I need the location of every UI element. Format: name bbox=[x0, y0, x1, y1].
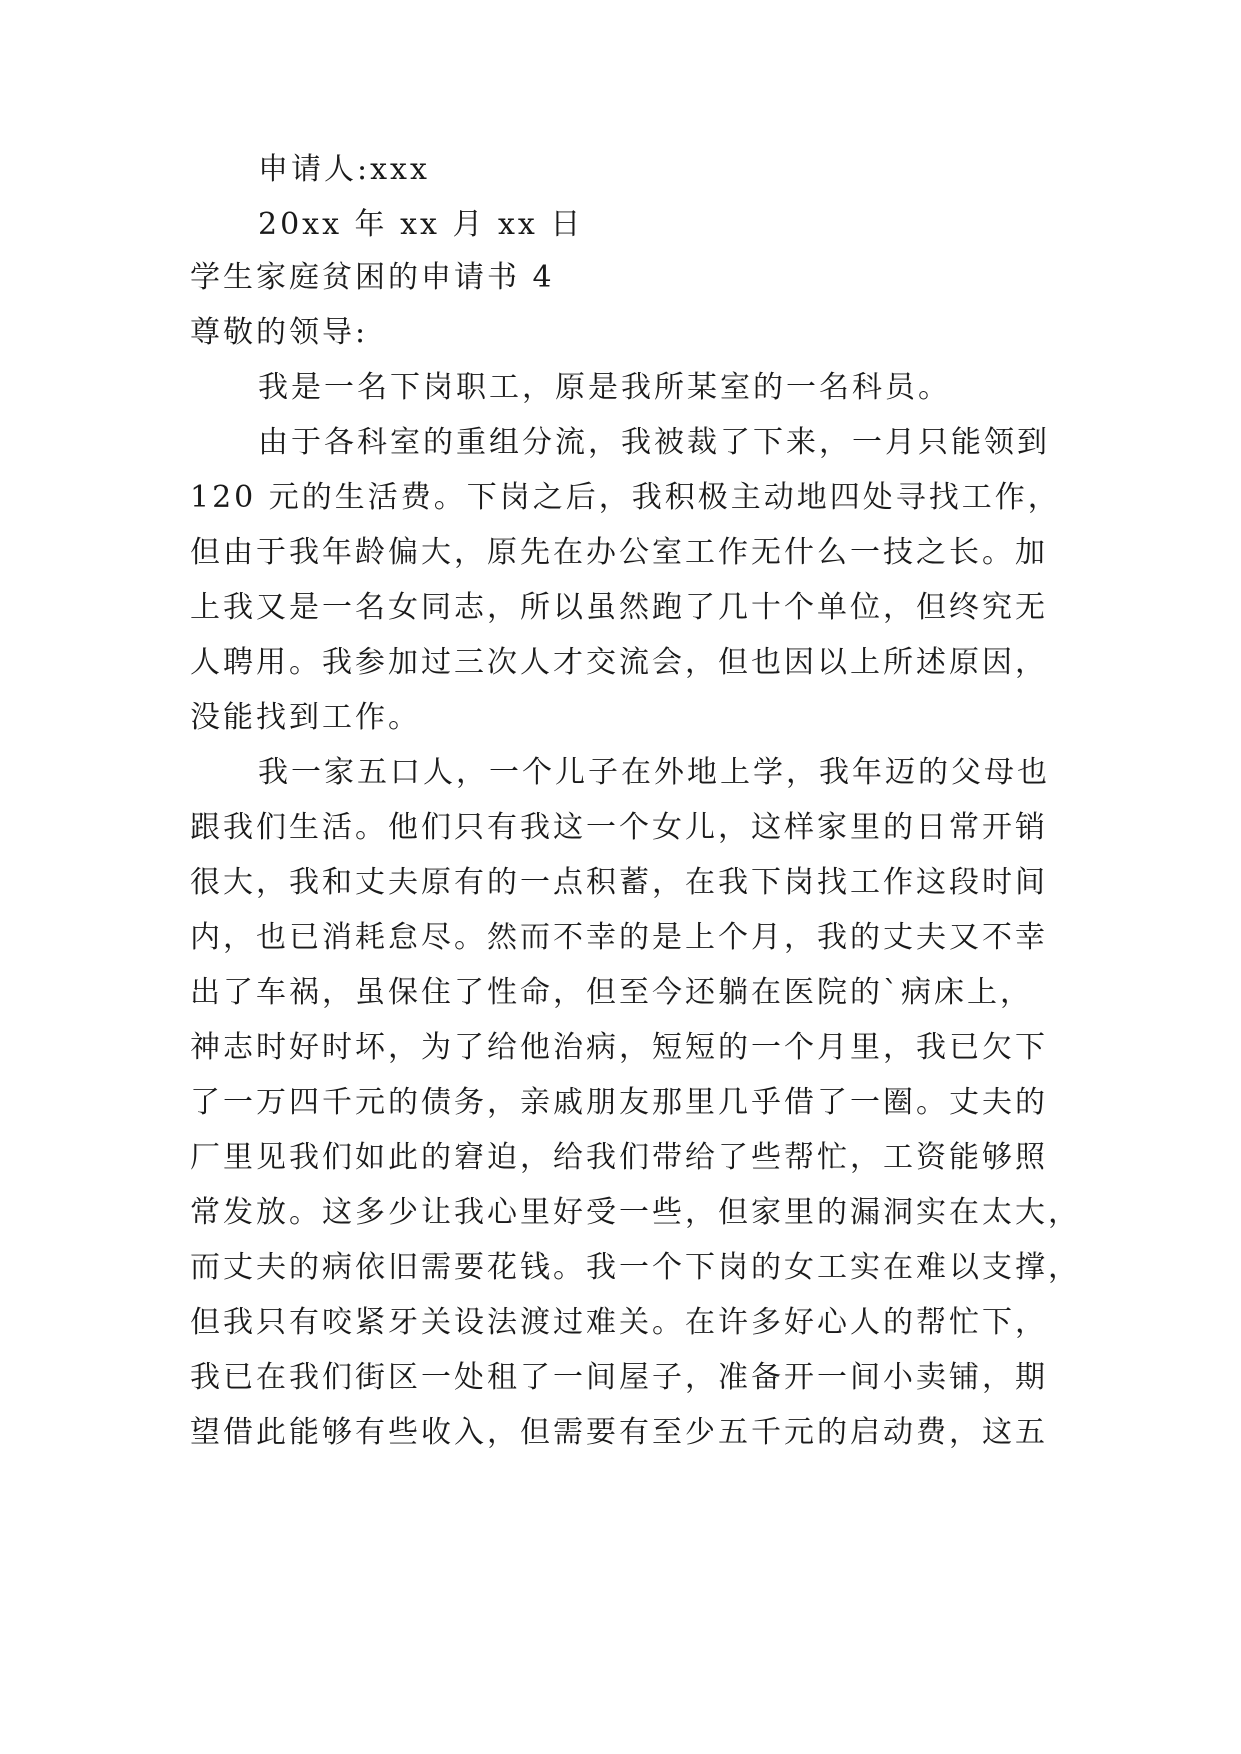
body-line: 我一家五口人，一个儿子在外地上学，我年迈的父母也 bbox=[258, 755, 1050, 790]
body-line: 内，也已消耗怠尽。然而不幸的是上个月，我的丈夫又不幸 bbox=[190, 920, 1048, 955]
body-line: 了一万四千元的债务，亲戚朋友那里几乎借了一圈。丈夫的 bbox=[190, 1085, 1048, 1120]
body-line: 我是一名下岗职工，原是我所某室的一名科员。 bbox=[258, 370, 951, 405]
body-line: 跟我们生活。他们只有我这一个女儿，这样家里的日常开销 bbox=[190, 810, 1048, 845]
body-line: 很大，我和丈夫原有的一点积蓄，在我下岗找工作这段时间 bbox=[190, 865, 1048, 900]
salutation: 尊敬的领导: bbox=[190, 315, 369, 350]
body-line: 厂里见我们如此的窘迫，给我们带给了些帮忙，工资能够照 bbox=[190, 1140, 1048, 1175]
body-line: 出了车祸，虽保住了性命，但至今还躺在医院的`病床上， bbox=[190, 975, 1033, 1010]
body-line: 我已在我们街区一处租了一间屋子，准备开一间小卖铺，期 bbox=[190, 1360, 1048, 1395]
date-line: 20xx 年 xx 月 xx 日 bbox=[258, 207, 584, 242]
body-line: 神志时好时坏，为了给他治病，短短的一个月里，我已欠下 bbox=[190, 1030, 1048, 1065]
body-line: 而丈夫的病依旧需要花钱。我一个下岗的女工实在难以支撑， bbox=[190, 1250, 1081, 1285]
document-title: 学生家庭贫困的申请书 4 bbox=[190, 260, 555, 295]
body-line: 望借此能够有些收入，但需要有至少五千元的启动费，这五 bbox=[190, 1415, 1048, 1450]
body-line: 由于各科室的重组分流，我被裁了下来，一月只能领到 bbox=[258, 425, 1050, 460]
body-line: 上我又是一名女同志，所以虽然跑了几十个单位，但终究无 bbox=[190, 590, 1048, 625]
body-line: 人聘用。我参加过三次人才交流会，但也因以上所述原因， bbox=[190, 645, 1048, 680]
body-line: 但由于我年龄偏大，原先在办公室工作无什么一技之长。加 bbox=[190, 535, 1048, 570]
applicant-line: 申请人:xxx bbox=[258, 152, 430, 187]
body-line: 120 元的生活费。下岗之后，我积极主动地四处寻找工作， bbox=[190, 480, 1061, 515]
body-line: 常发放。这多少让我心里好受一些，但家里的漏洞实在太大， bbox=[190, 1195, 1081, 1230]
body-line: 没能找到工作。 bbox=[190, 700, 421, 735]
body-line: 但我只有咬紧牙关设法渡过难关。在许多好心人的帮忙下， bbox=[190, 1305, 1048, 1340]
